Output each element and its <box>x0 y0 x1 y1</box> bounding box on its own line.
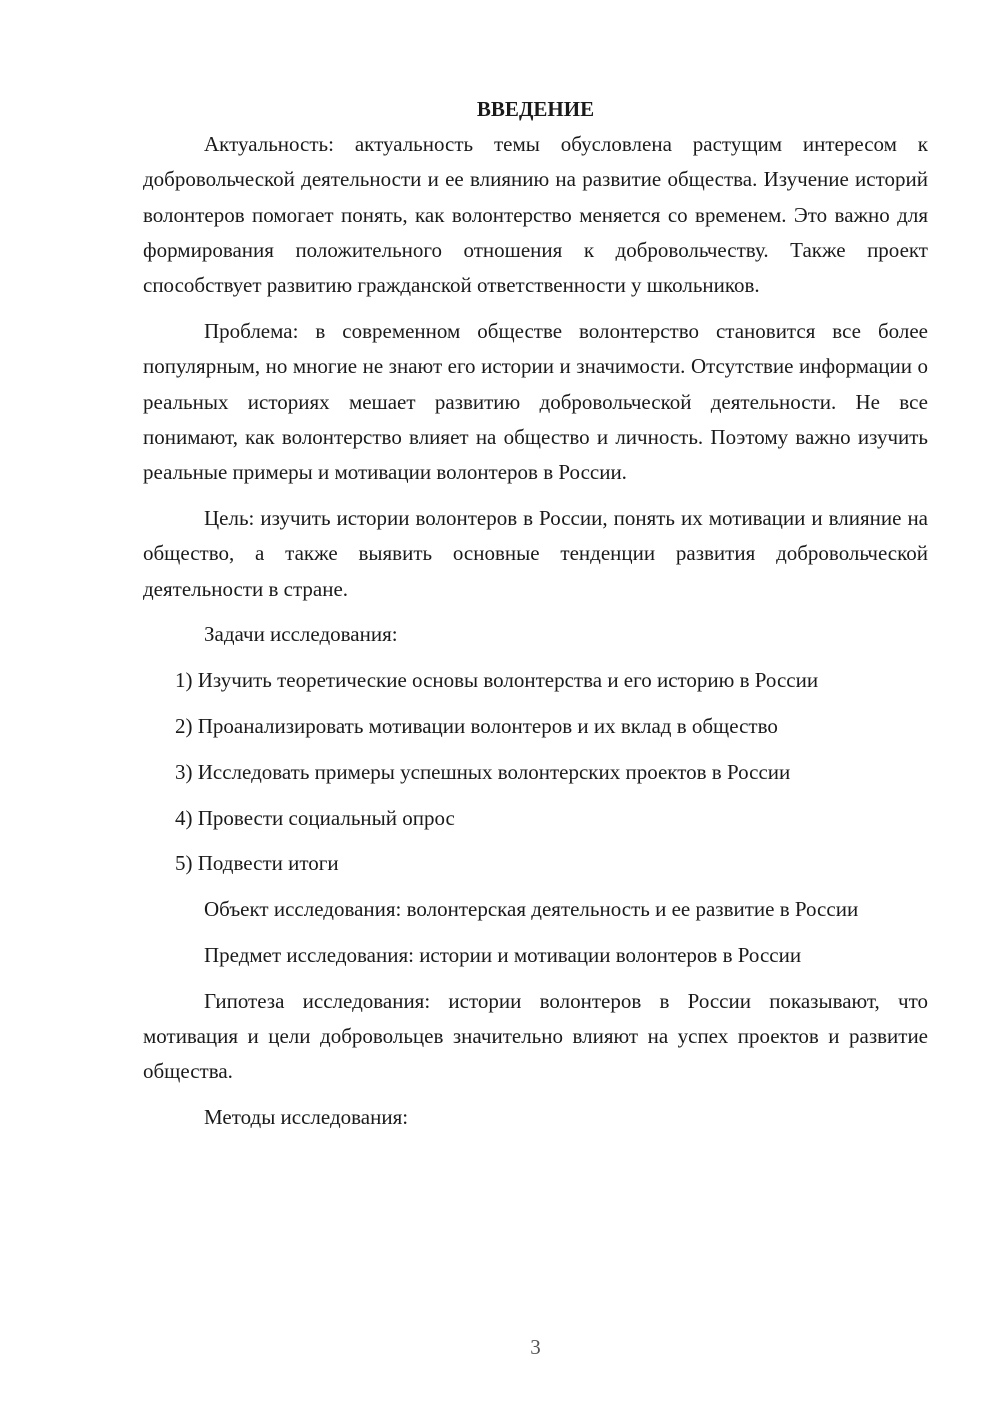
task-item-2: 2) Проанализировать мотивации волонтеров и их вклад в общество <box>175 713 778 738</box>
tasks-list <box>143 663 928 881</box>
hypothesis-paragraph: Гипотеза исследования: истории волонтеров в России показывают, что мотивация и цели добровольцев значительно влияют на успех проектов и развитие общества. <box>143 988 928 1084</box>
page-title: ВВЕДЕНИЕ <box>476 97 595 121</box>
relevance-paragraph: Актуальность: актуальность темы обусловлена растущим интересом к добровольческой деятельности и ее влиянию на развитие общества. Изучение историй волонтеров помогает понять, как волонтерство меняется со временем. Это важно для формирования положительного отношения к добровольчеству. Также проект способствует развитию гражданской ответственности у школьников. <box>143 132 928 298</box>
task-item-5: 5) Подвести итоги <box>175 851 339 876</box>
task-item-1: 1) Изучить теоретические основы волонтерства и его историю в России <box>175 668 819 693</box>
task-item-3: 3) Исследовать примеры успешных волонтерских проектов в России <box>175 759 791 784</box>
task-item-4: 4) Провести социальный опрос <box>175 805 455 830</box>
problem-paragraph: Проблема: в современном обществе волонтерство становится все более популярным, но многие не знают его истории и значимости. Отсутствие информации о реальных историях мешает развитию добровольческой деятельности. Не все понимают, как волонтерство влияет на общество и личность. Поэтому важно изучить реальные примеры и мотивации волонтеров в России. <box>143 318 928 485</box>
tasks-label: Задачи исследования: <box>204 622 398 647</box>
research-subject-paragraph: Предмет исследования: истории и мотивации волонтеров в России <box>204 942 802 967</box>
research-object-paragraph: Объект исследования: волонтерская деятельность и ее развитие в России <box>204 897 859 922</box>
methods-label: Методы исследования: <box>204 1105 409 1130</box>
document-page <box>143 94 928 1146</box>
goal-paragraph: Цель: изучить истории волонтеров в России, понять их мотивации и влияние на общество, а также выявить основные тенденции развития добровольческой деятельности в стране. <box>143 505 928 601</box>
page-number: 3 <box>530 1335 541 1359</box>
